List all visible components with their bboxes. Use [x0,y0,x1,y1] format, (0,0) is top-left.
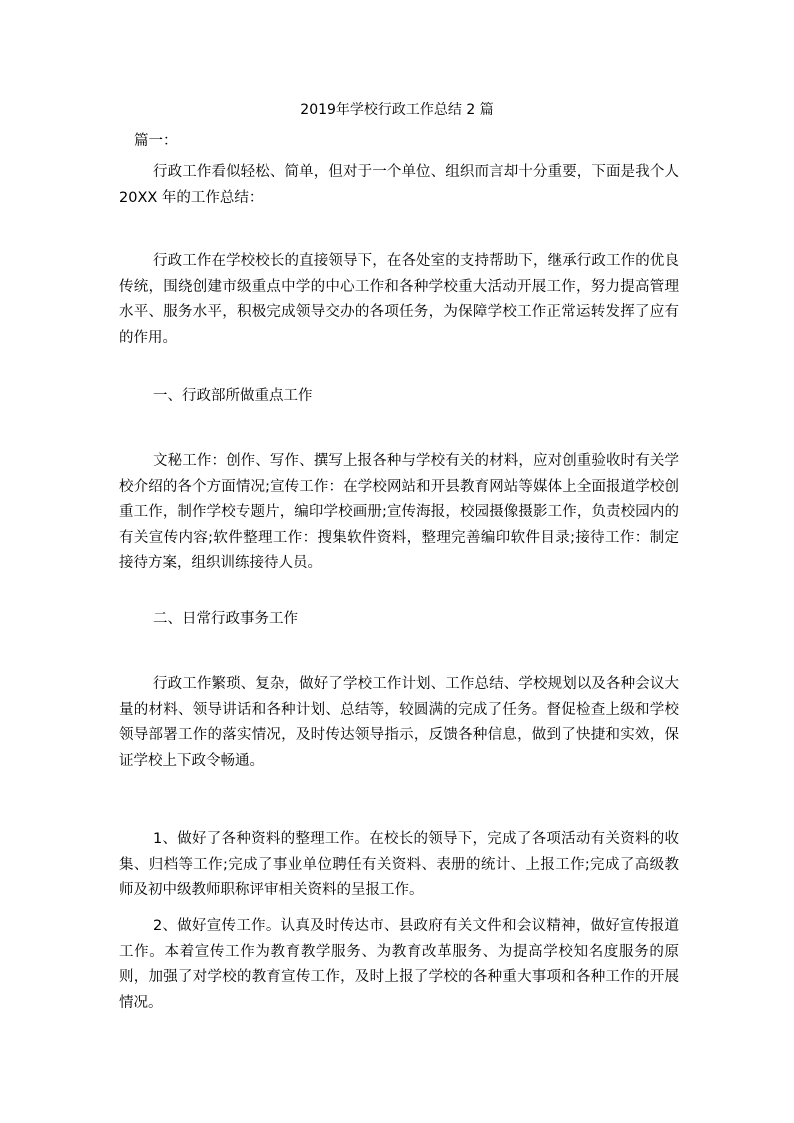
paragraph-4: 1、做好了各种资料的整理工作。在校长的领导下，完成了各项活动有关资料的收集、归档等工作;完成了事业单位聘任有关资料、表册的统计、上报工作;完成了高级教师及初中级教师职称评审相关资料的呈报工作。 [119,831,679,898]
document-title: 2019年学校行政工作总结 2 篇 [300,102,494,118]
section-heading-2: 二、日常行政事务工作 [153,611,298,627]
paragraph-1: 行政工作在学校校长的直接领导下，在各处室的支持帮助下，继承行政工作的优良传统，围绕创建市级重点中学的中心工作和各种学校重大活动开展工作，努力提高管理水平、服务水平，积极完成领导交办的各项任务，为保障学校工作正常运转发挥了应有的作用。 [119,253,679,346]
part-label: 篇一： [134,133,178,149]
paragraph-2: 文秘工作：创作、写作、撰写上报各种与学校有关的材料，应对创重验收时有关学校介绍的各个方面情况;宣传工作：在学校网站和开县教育网站等媒体上全面报道学校创重工作，制作学校专题片，编印学校画册;宣传海报，校园摄像摄影工作，负责校园内的有关宣传内容;软件整理工作：搜集软件资料，整理完善编印软件目录;接待工作：制定接待方案，组织训练接待人员。 [119,453,679,571]
paragraph-5: 2、做好宣传工作。认真及时传达市、县政府有关文件和会议精神，做好宣传报道工作。本着宣传工作为教育教学服务、为教育改革服务、为提高学校知名度服务的原则，加强了对学校的教育宣传工作，及时上报了学校的各种重大事项和各种工作的开展情况。 [119,918,679,1011]
paragraph-3: 行政工作繁琐、复杂，做好了学校工作计划、工作总结、学校规划以及各种会议大量的材料、领导讲话和各种计划、总结等，较圆满的完成了任务。督促检查上级和学校领导部署工作的落实情况，及时传达领导指示，反馈各种信息，做到了快捷和实效，保证学校上下政令畅通。 [119,676,679,769]
section-heading-1: 一、行政部所做重点工作 [153,388,313,404]
intro-paragraph: 行政工作看似轻松、简单，但对于一个单位、组织而言却十分重要，下面是我个人 20XX 年的工作总结： [119,164,679,206]
